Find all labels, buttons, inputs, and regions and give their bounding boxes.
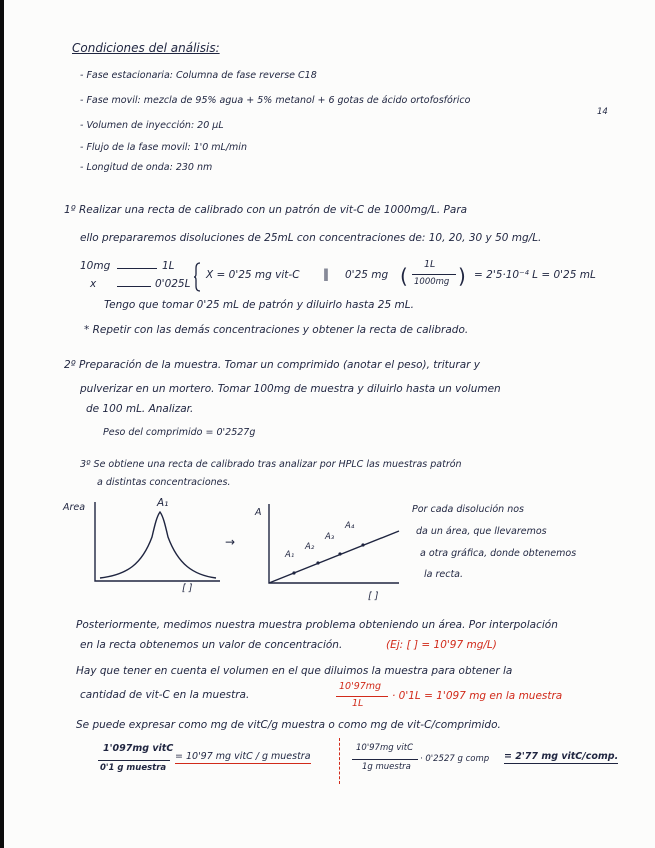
page-title: Condiciones del análisis:	[72, 41, 220, 55]
step1-line: 1º Realizar una recta de calibrado con un patrón de vit-C de 1000mg/L. Para	[64, 204, 468, 216]
final-frac2-num: 10'97mg vitC	[356, 743, 414, 753]
point-label: A₁	[285, 550, 295, 560]
final-result-per-tablet: = 2'77 mg vitC/comp.	[504, 751, 619, 762]
conclusion-line: Se puede expresar como mg de vitC/g muestra o como mg de vit-C/comprimido.	[76, 719, 501, 731]
fraction-bar	[336, 696, 388, 697]
condition-item: - Fase movil: mezcla de 95% agua + 5% metanol + 6 gotas de ácido ortofosfórico	[80, 95, 471, 106]
figure-note: a otra gráfica, donde obtenemos	[420, 548, 577, 559]
calc-left-bottom: x	[90, 278, 97, 290]
frac-num: 1L	[424, 259, 436, 270]
calibration-plot	[263, 504, 403, 588]
final-result-per-gram: = 10'97 mg vitC / g muestra	[175, 751, 311, 762]
conclusion-line: cantidad de vit-C en la muestra.	[80, 689, 250, 701]
fraction-bar	[412, 274, 456, 275]
calc-separator: ‖	[323, 267, 329, 281]
condition-item: - Fase estacionaria: Columna de fase reverse C18	[80, 70, 317, 81]
red-result: · 0'1L = 1'097 mg en la muestra	[392, 690, 563, 702]
example-value: (Ej: [ ] = 10'97 mg/L)	[386, 639, 497, 651]
final-frac1-den: 0'1 g muestra	[100, 763, 167, 773]
brace-icon	[194, 262, 202, 292]
step2-line: 2º Preparación de la muestra. Tomar un comprimido (anotar el peso), triturar y	[64, 359, 481, 371]
calibration-point	[338, 552, 341, 555]
line-x-label: [ ]	[368, 591, 379, 602]
figure-note: Por cada disolución nos	[412, 504, 524, 515]
line-y-label: A	[255, 507, 262, 518]
calc-result: X = 0'25 mg vit-C	[206, 269, 300, 281]
condition-item: - Flujo de la fase movil: 1'0 mL/min	[80, 142, 247, 153]
peak-plot	[92, 502, 222, 586]
frac-den: 1000mg	[414, 277, 450, 287]
calibration-point	[361, 543, 364, 546]
conclusion-line: Hay que tener en cuenta el volumen en el que diluimos la muestra para obtener la	[76, 665, 513, 677]
arrow-icon: →	[225, 535, 236, 549]
step1-line: * Repetir con las demás concentraciones y obtener la recta de calibrado.	[84, 324, 469, 336]
red-fraction-num: 10'97mg	[339, 681, 382, 692]
divider	[339, 738, 340, 784]
peak-y-label: Area	[63, 502, 86, 513]
calc-right-bottom: 0'025L	[155, 278, 191, 290]
figure-note: da un área, que llevaremos	[416, 526, 547, 537]
conclusion-line: en la recta obtenemos un valor de concentración.	[80, 639, 343, 651]
paren-close: )	[458, 264, 466, 288]
step1-line: Tengo que tomar 0'25 mL de patrón y diluirlo hasta 25 mL.	[104, 299, 414, 311]
point-label: A₄	[345, 521, 355, 531]
step2-line: pulverizar en un mortero. Tomar 100mg de muestra y diluirlo hasta un volumen	[80, 383, 501, 395]
condition-item: - Longitud de onda: 230 nm	[80, 162, 213, 173]
calc-dash	[117, 286, 151, 287]
point-label: A₂	[305, 542, 315, 552]
corner-note: 14	[597, 107, 608, 117]
fraction-bar	[98, 760, 170, 761]
step1-line: ello prepararemos disoluciones de 25mL con concentraciones de: 10, 20, 30 y 50 mg/L.	[80, 232, 542, 244]
condition-item: - Volumen de inyección: 20 μL	[80, 120, 224, 131]
page-edge	[0, 0, 4, 848]
point-label: A₃	[325, 532, 335, 542]
peak-x-label: [ ]	[182, 583, 193, 594]
final-frac1-num: 1'097mg vitC	[103, 743, 174, 754]
final-multiplier: · 0'2527 g comp	[420, 754, 490, 764]
calc-right-top: 1L	[162, 260, 175, 272]
calc-left-top: 10mg	[80, 260, 111, 272]
calibration-point	[292, 571, 295, 574]
figure-note: la recta.	[424, 569, 464, 580]
red-fraction-den: 1L	[352, 698, 364, 709]
final-frac2-den: 1g muestra	[362, 762, 411, 772]
calc-conversion: 0'25 mg	[345, 269, 389, 281]
paren-open: (	[400, 264, 408, 288]
calc-dash	[117, 268, 157, 269]
fraction-bar	[352, 759, 418, 760]
step2-line: de 100 mL. Analizar.	[86, 403, 194, 415]
step3-line: 3º Se obtiene una recta de calibrado tras analizar por HPLC las muestras patrón	[80, 459, 462, 470]
peak-label: A₁	[157, 497, 169, 509]
step2-line: Peso del comprimido = 0'2527g	[103, 427, 256, 438]
step3-line: a distintas concentraciones.	[97, 477, 231, 488]
calibration-point	[316, 561, 319, 564]
conclusion-line: Posteriormente, medimos nuestra muestra problema obteniendo un área. Por interpolación	[76, 619, 558, 631]
calc-conversion-result: = 2'5·10⁻⁴ L = 0'25 mL	[474, 269, 596, 281]
